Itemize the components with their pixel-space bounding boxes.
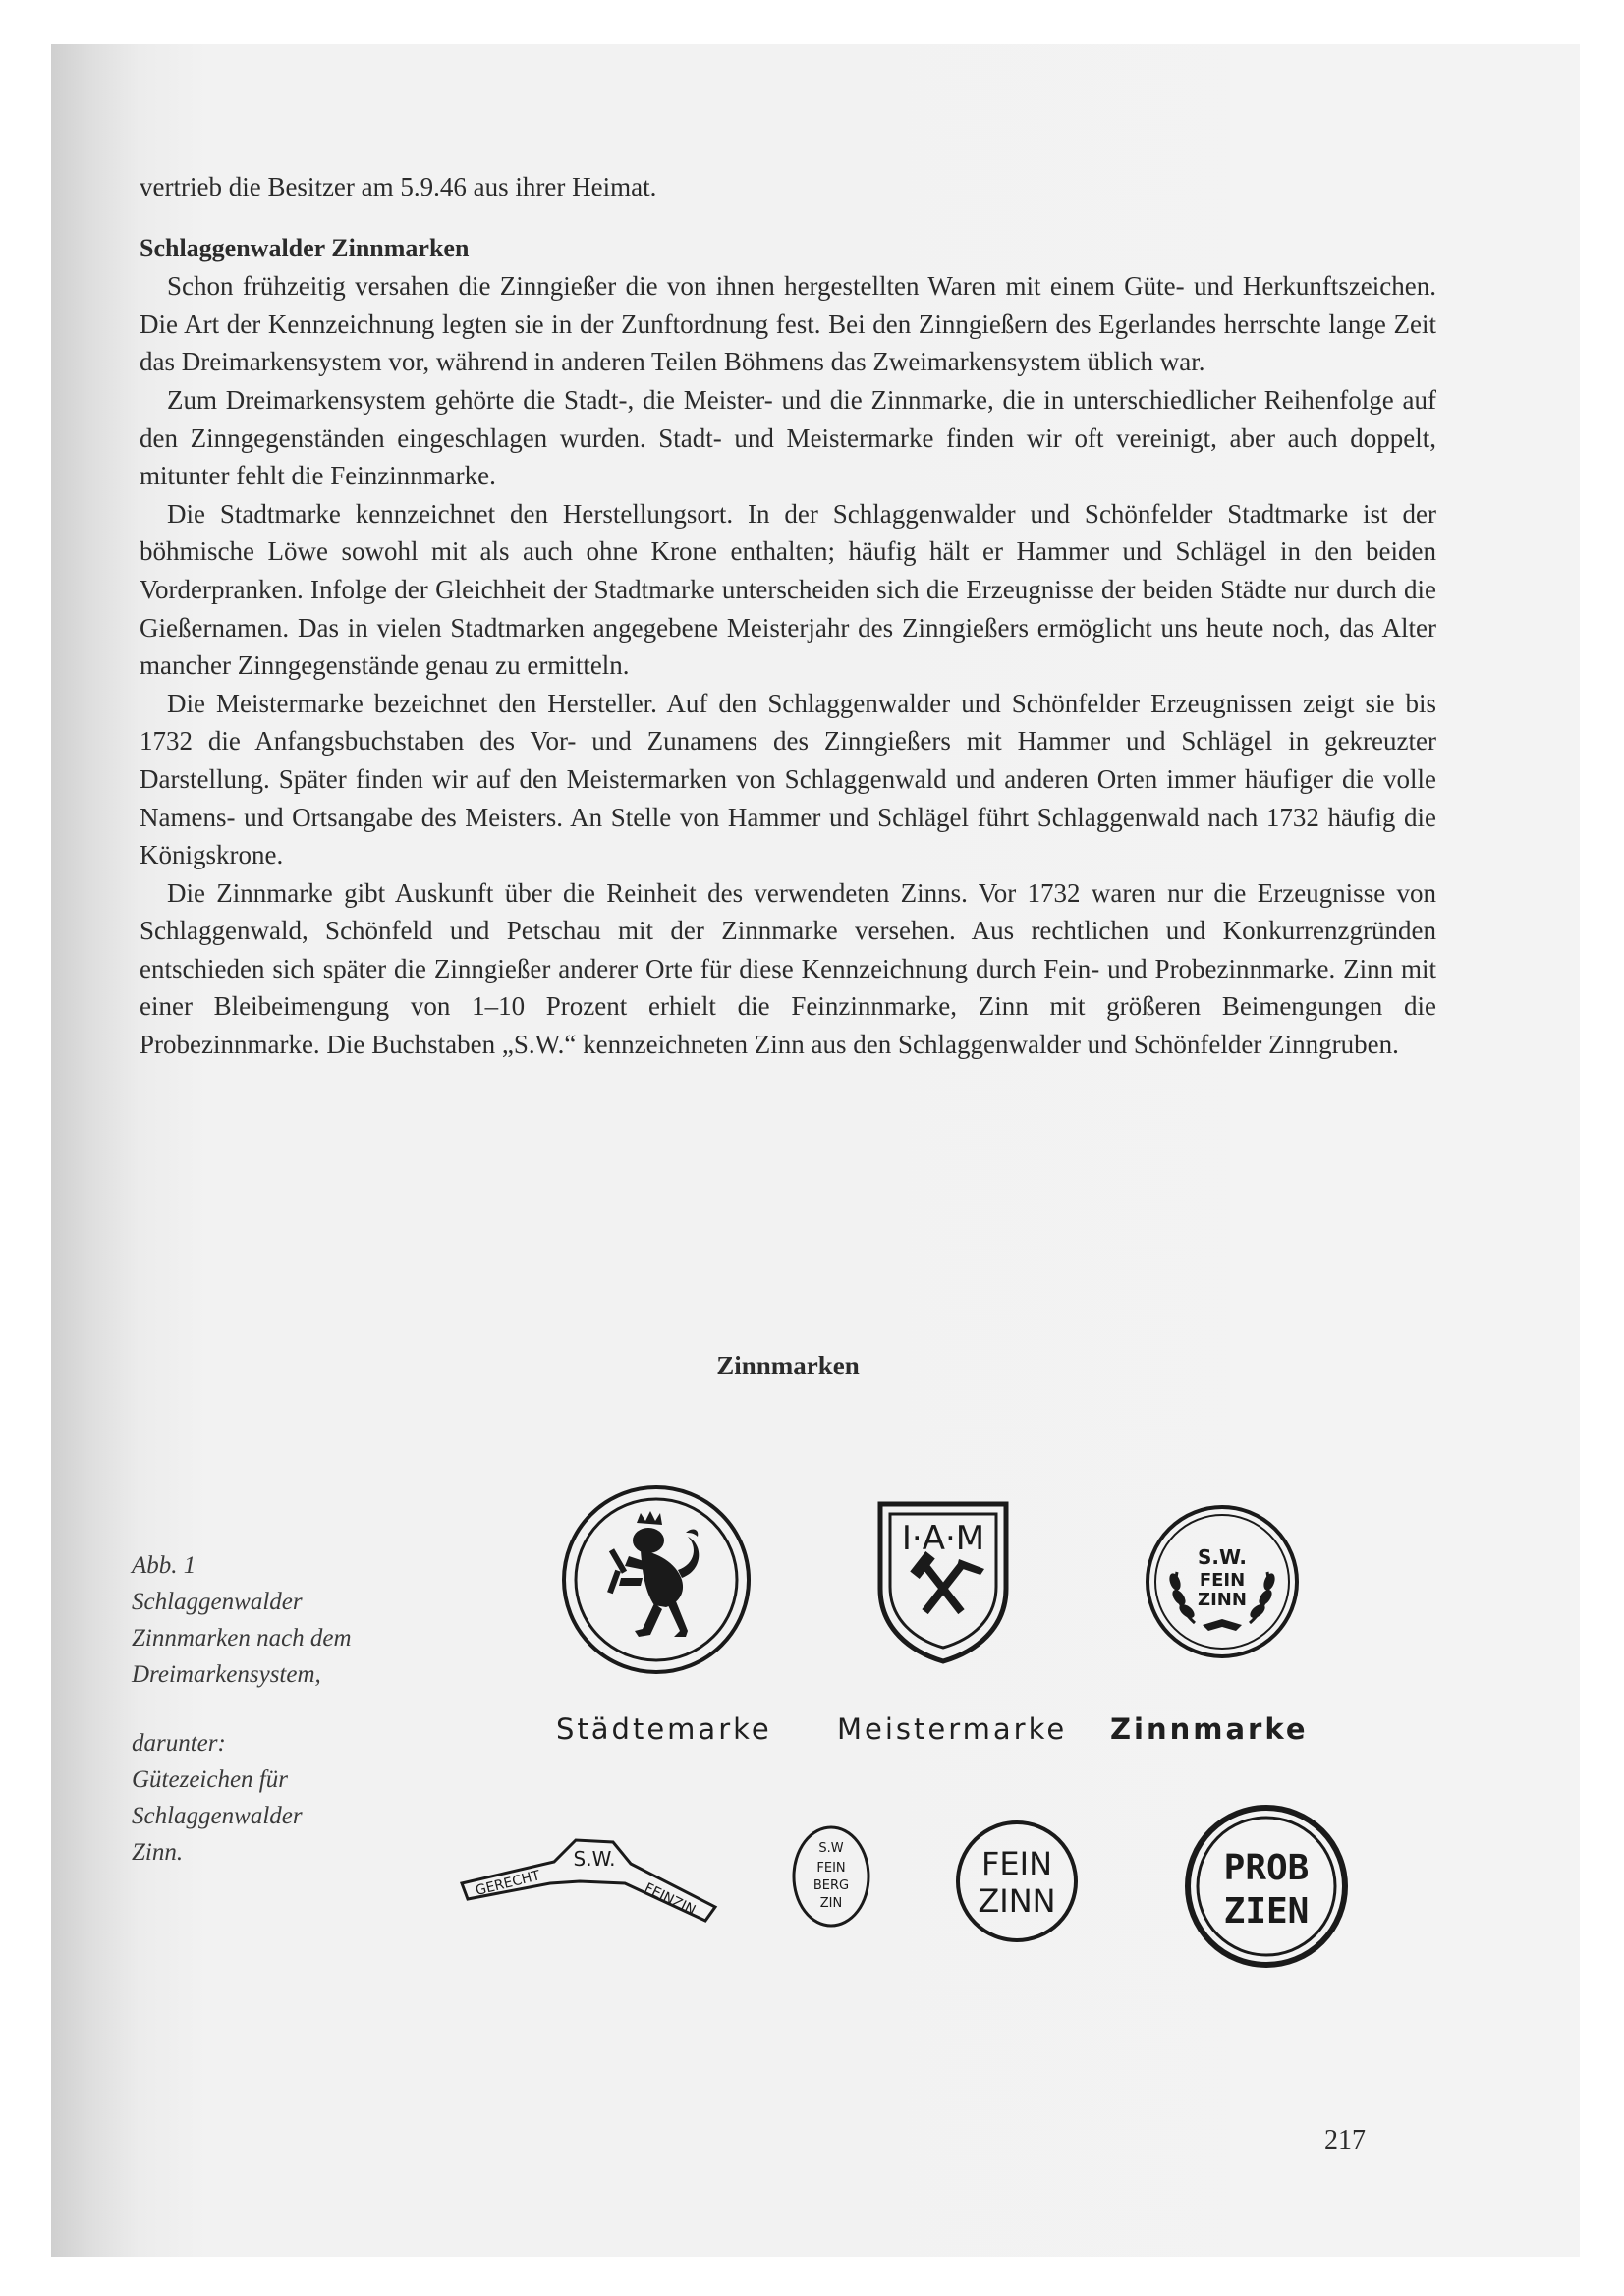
caption-line: Schlaggenwalder (132, 1803, 303, 1829)
paragraph-3: Die Stadtmarke kennzeichnet den Herstellungsort. In der Schlaggenwalder und Schönfelder Stadtmarke ist der böhmische Löwe sowohl mit als auch ohne Krone enthalten; häufig hält er Hammer und Schlägel in den beiden Vorderpranken. Infolge der Gleichheit der Stadtmarke unterscheiden sich die Erzeugnisse der beiden Städte nur durch die Gießernamen. Das in vielen Stadtmarken angegebene Meisterjahr des Zinngießers ermöglicht uns heute noch, das Alter mancher Zinngegenstände genau zu ermitteln. (140, 498, 1436, 681)
staedtemarke-label: Städtemarke (556, 1712, 772, 1746)
meistermarke-label: Meistermarke (837, 1712, 1068, 1746)
meistermarke-shield (874, 1498, 1012, 1665)
banner-sw-text: S.W. (573, 1847, 616, 1871)
caption-line: Zinn. (132, 1839, 184, 1866)
paragraph-2: Zum Dreimarkensystem gehörte die Stadt-, die Meister- und die Zinnmarke, die in unterschiedlicher Reihenfolge auf den Zinngegenständen eingeschlagen wurden. Stadt- und Meistermarke finden wir oft vereinigt, aber auch doppelt, mitunter fehlt die Feinzinnmarke. (140, 384, 1436, 491)
zinn-fein-text: FEIN (1199, 1570, 1246, 1591)
zinnmarke-label: Zinnmarke (1110, 1712, 1309, 1746)
small-sw-text: S.W (818, 1841, 844, 1856)
meister-initials: I·A·M (901, 1519, 985, 1558)
continuation-line: vertrieb die Besitzer am 5.9.46 aus ihrer Heimat. (140, 172, 657, 201)
small-fein-text: FEIN (816, 1861, 846, 1876)
paragraph-1: Schon frühzeitig versahen die Zinngießer die von ihnen hergestellten Waren mit einem Güte- und Herkunftszeichen. Die Art der Kennzeichnung legten sie in der Zunftordnung fest. Bei den Zinngießern des Egerlandes herrschte lange Zeit das Dreimarkensystem vor, während in anderen Teilen Böhmens das Zweimarkensystem üblich war. (140, 271, 1436, 377)
staedtemarke-lion-seal (560, 1484, 753, 1676)
small-berg-text: BERG (812, 1878, 850, 1893)
gerecht-feinzin-banner-mark (456, 1822, 721, 1931)
hammer-and-pick-icon (910, 1551, 984, 1614)
zinnmarke-wreath-seal (1144, 1503, 1301, 1660)
banner-left-text: GERECHT (474, 1868, 542, 1900)
fein-top-text: FEIN (981, 1845, 1052, 1882)
figure-title: Zinnmarken (716, 1351, 860, 1380)
prob-top-text: PROB (1223, 1848, 1310, 1888)
body-text (140, 168, 1436, 1064)
fein-bottom-text: ZINN (978, 1882, 1056, 1920)
small-oval-berg-mark (790, 1822, 872, 1931)
paragraph-5: Die Zinnmarke gibt Auskunft über die Reinheit des verwendeten Zinns. Vor 1732 waren nur die Erzeugnisse von Schlaggenwald, Schönfeld und Petschau mit der Zinnmarke versehen. Aus rechtlichen und Konkurrenzgründen entschieden sich später die Zinngießer anderer Orte für diese Kennzeichnung durch Fein- und Probezinnmarke. Zinn mit einer Bleibeimengung von 1–10 Prozent erhielt die Feinzinnmarke, Zinn mit größeren Beimengungen die Probezinnmarke. Die Buchstaben „S.W.“ kennzeichneten Zinn aus den Schlaggenwalder und Schönfelder Zinngruben. (140, 877, 1436, 1060)
paragraph-4: Die Meistermarke bezeichnet den Hersteller. Auf den Schlaggenwalder und Schönfelder Erzeugnissen zeigt sie bis 1732 die Anfangsbuchstaben des Vor- und Zunamens des Zinngießers mit Hammer und Schlägel in gekreuzter Darstellung. Später finden wir auf den Meistermarken von Schlaggenwald und anderen Orten immer häufiger die volle Namens- und Ortsangabe des Meisters. An Stelle von Hammer und Schlägel führt Schlaggenwald nach 1732 häufig die Königskrone. (140, 688, 1436, 870)
prob-zien-mark (1183, 1803, 1350, 1970)
lion-icon (607, 1511, 699, 1637)
caption-line: Schlaggenwalder (132, 1589, 303, 1615)
caption-line: Gütezeichen für (132, 1766, 288, 1793)
caption-line: Dreimarkensystem, (132, 1661, 321, 1688)
figure-caption (132, 1547, 456, 1871)
caption-line: Zinnmarken nach dem (132, 1625, 352, 1652)
small-zin-text: ZIN (819, 1896, 843, 1911)
prob-bottom-text: ZIEN (1223, 1891, 1310, 1932)
book-page (51, 44, 1580, 2257)
caption-line: Abb. 1 (132, 1552, 196, 1579)
caption-line: darunter: (132, 1730, 226, 1757)
zinn-sw-text: S.W. (1197, 1545, 1248, 1569)
page-number: 217 (1324, 2125, 1366, 2156)
section-heading: Schlaggenwalder Zinnmarken (140, 233, 470, 262)
zinn-zinn-text: ZINN (1198, 1590, 1247, 1610)
fein-zinn-mark (953, 1818, 1081, 1945)
banner-right-text: FEINZIN (642, 1880, 699, 1919)
